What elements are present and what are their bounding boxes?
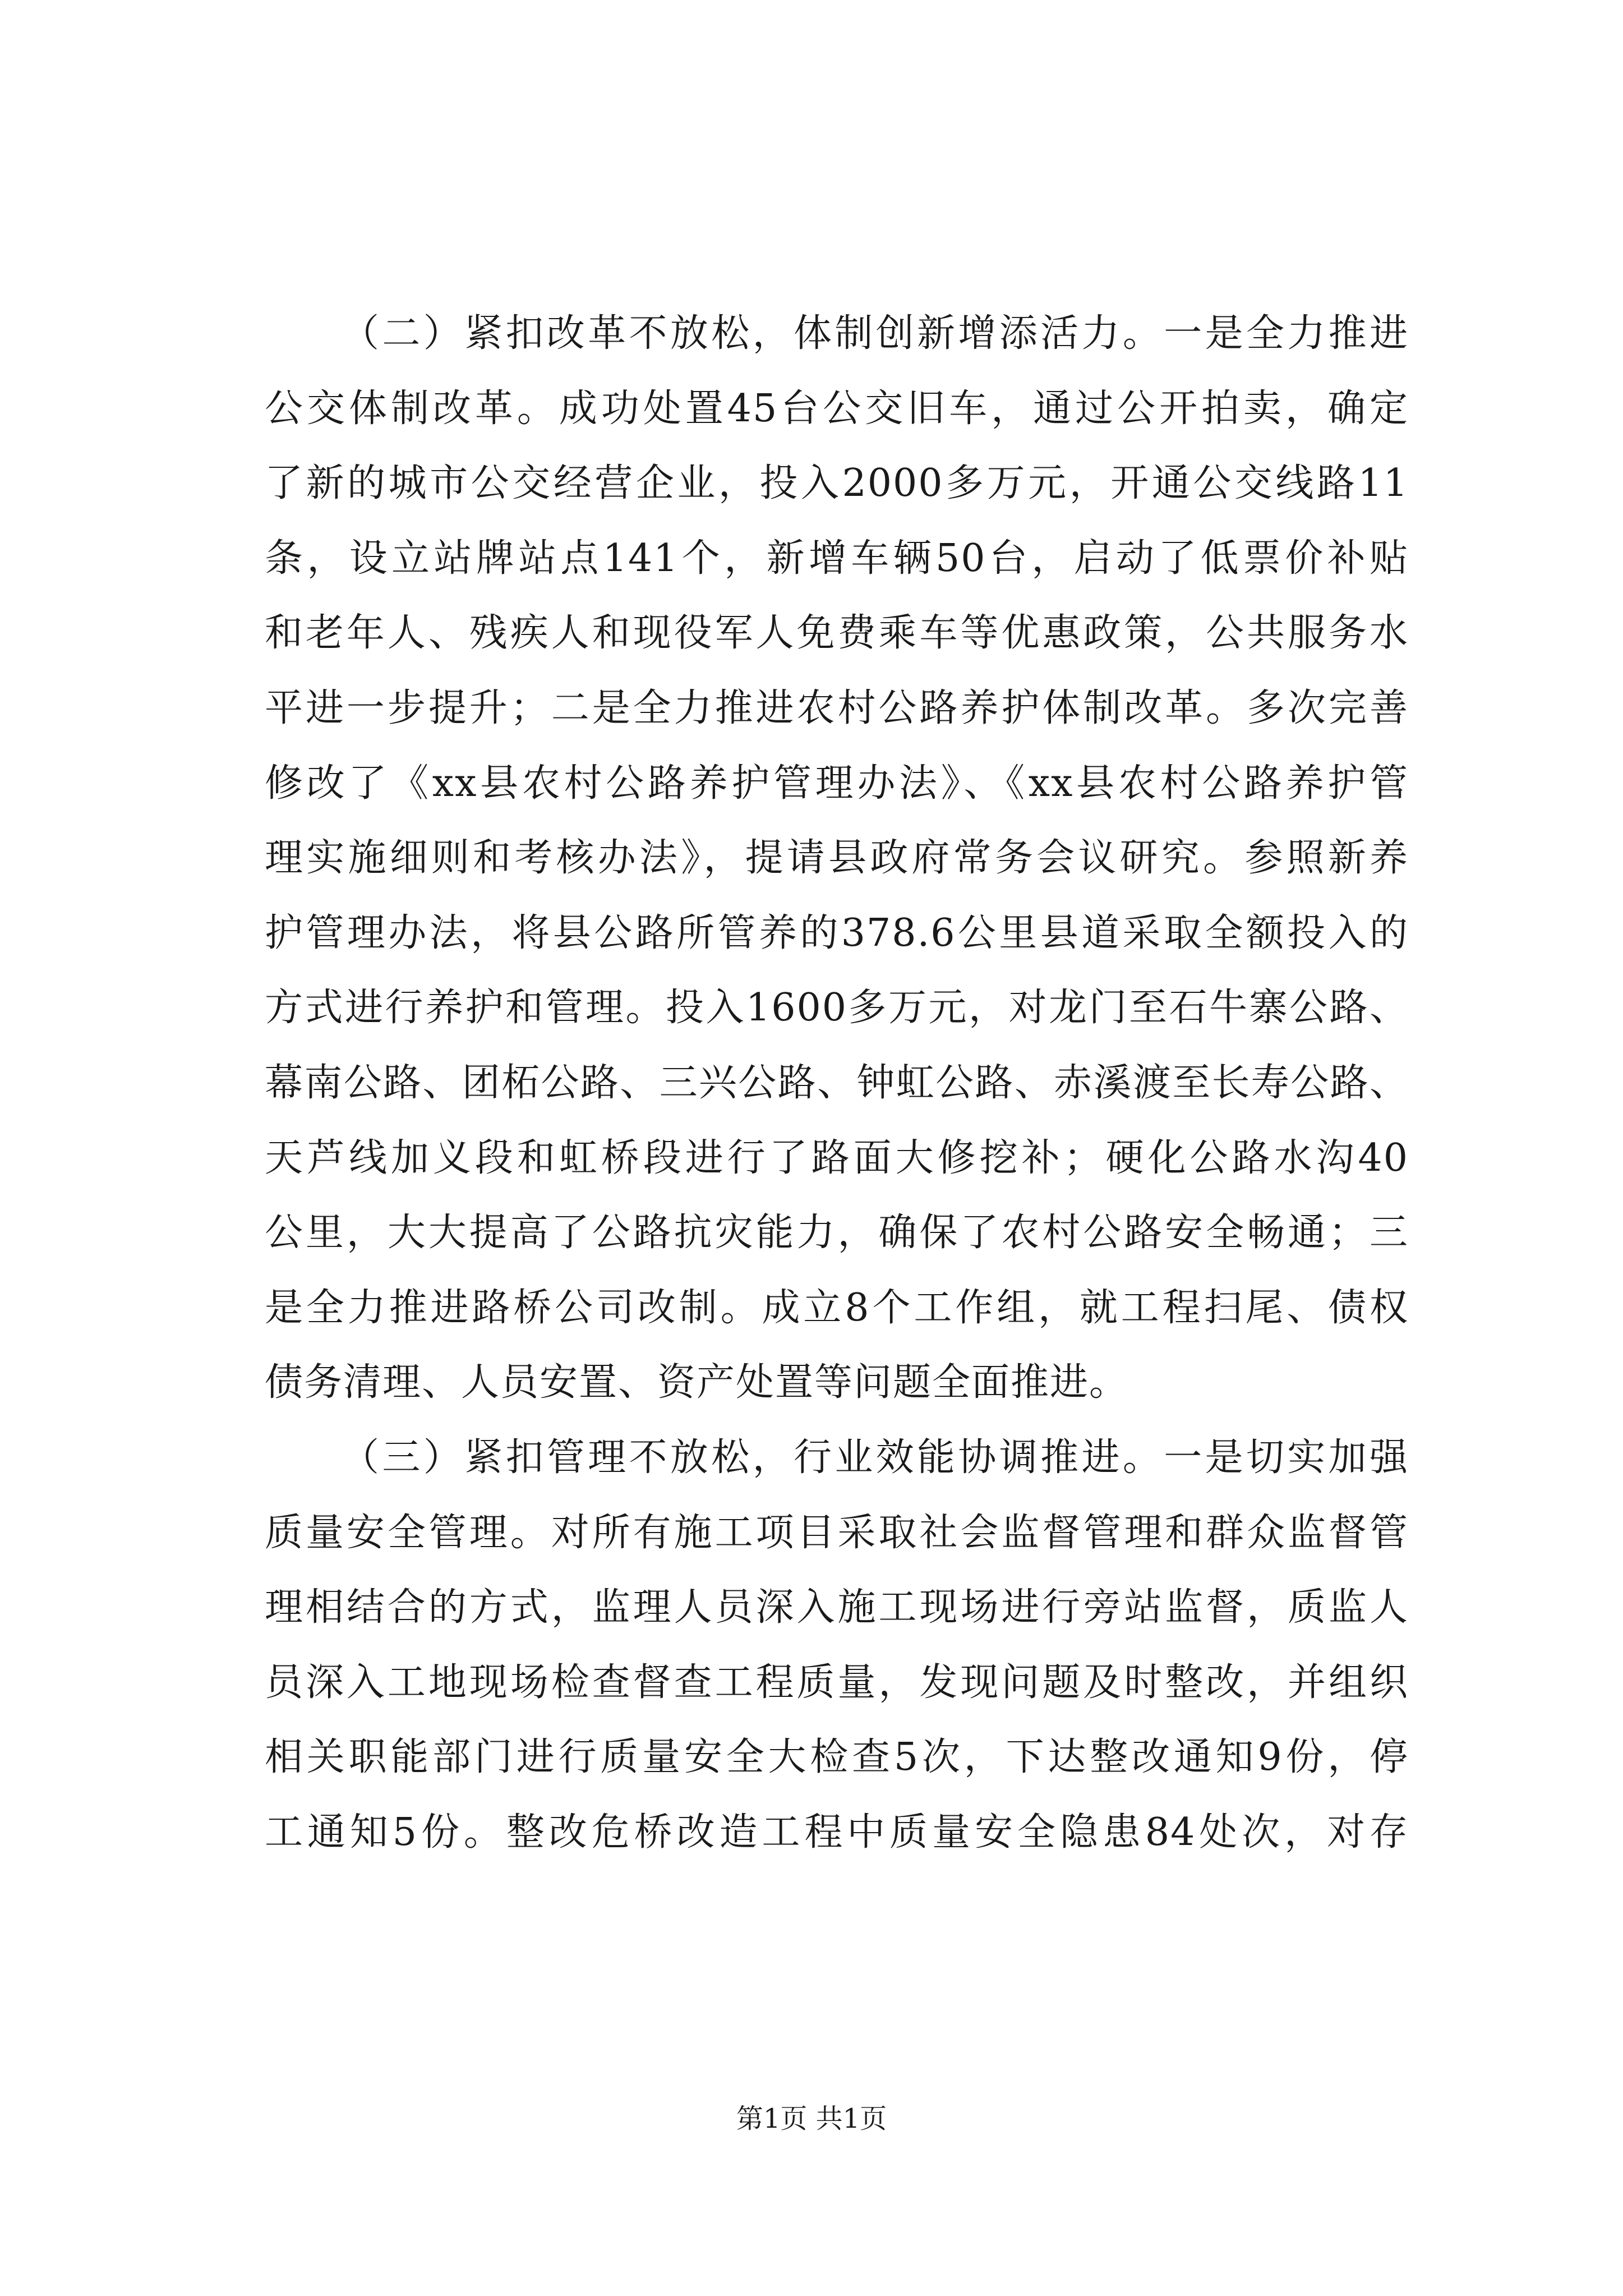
paragraph-line: 员深入工地现场检查督查工程质量，发现问题及时整改，并组织 [265, 1660, 1409, 1705]
paragraph-line: 公交体制改革。成功处置45台公交旧车，通过公开拍卖，确定 [265, 386, 1409, 431]
paragraph-line: 和老年人、残疾人和现役军人免费乘车等优惠政策，公共服务水 [265, 611, 1409, 656]
paragraph-2 [265, 296, 1409, 1420]
paragraph-line: 平进一步提升；二是全力推进农村公路养护体制改革。多次完善 [265, 685, 1409, 730]
paragraph-line: （二）紧扣改革不放松，体制创新增添活力。一是全力推进 [341, 311, 1409, 356]
paragraph-line: 了新的城市公交经营企业，投入2000多万元，开通公交线路11 [265, 461, 1409, 506]
page-footer [0, 2097, 1623, 2136]
paragraph-line: 护管理办法，将县公路所管养的378.6公里县道采取全额投入的 [265, 910, 1409, 955]
paragraph-line: （三）紧扣管理不放松，行业效能协调推进。一是切实加强 [341, 1435, 1409, 1480]
paragraph-line: 公里，大大提高了公路抗灾能力，确保了农村公路安全畅通；三 [265, 1211, 1409, 1255]
paragraph-line: 理相结合的方式，监理人员深入施工现场进行旁站监督，质监人 [265, 1585, 1409, 1630]
page-indicator: 第1页 共1页 [736, 2103, 887, 2134]
paragraph-line: 相关职能部门进行质量安全大检查5次，下达整改通知9份，停 [265, 1735, 1409, 1780]
paragraph-line: 天芦线加义段和虹桥段进行了路面大修挖补；硬化公路水沟40 [265, 1135, 1409, 1180]
paragraph-line: 理实施细则和考核办法》，提请县政府常务会议研究。参照新养 [265, 836, 1409, 881]
paragraph-line: 债务清理、人员安置、资产处置等问题全面推进。 [265, 1360, 1129, 1405]
paragraph-line: 幕南公路、团柘公路、三兴公路、钟虹公路、赤溪渡至长寿公路、 [265, 1060, 1409, 1105]
paragraph-line: 工通知5份。整改危桥改造工程中质量安全隐患84处次，对存 [265, 1810, 1409, 1855]
paragraph-3 [265, 1420, 1409, 1870]
paragraph-line: 质量安全管理。对所有施工项目采取社会监督管理和群众监督管 [265, 1510, 1409, 1555]
paragraph-line: 修改了《xx县农村公路养护管理办法》、《xx县农村公路养护管 [265, 761, 1409, 806]
paragraph-line: 方式进行养护和管理。投入1600多万元，对龙门至石牛寨公路、 [265, 986, 1409, 1030]
paragraph-line: 是全力推进路桥公司改制。成立8个工作组，就工程扫尾、债权 [265, 1285, 1409, 1330]
paragraph-line: 条，设立站牌站点141个，新增车辆50台，启动了低票价补贴 [265, 536, 1409, 581]
document-body [265, 296, 1409, 1870]
